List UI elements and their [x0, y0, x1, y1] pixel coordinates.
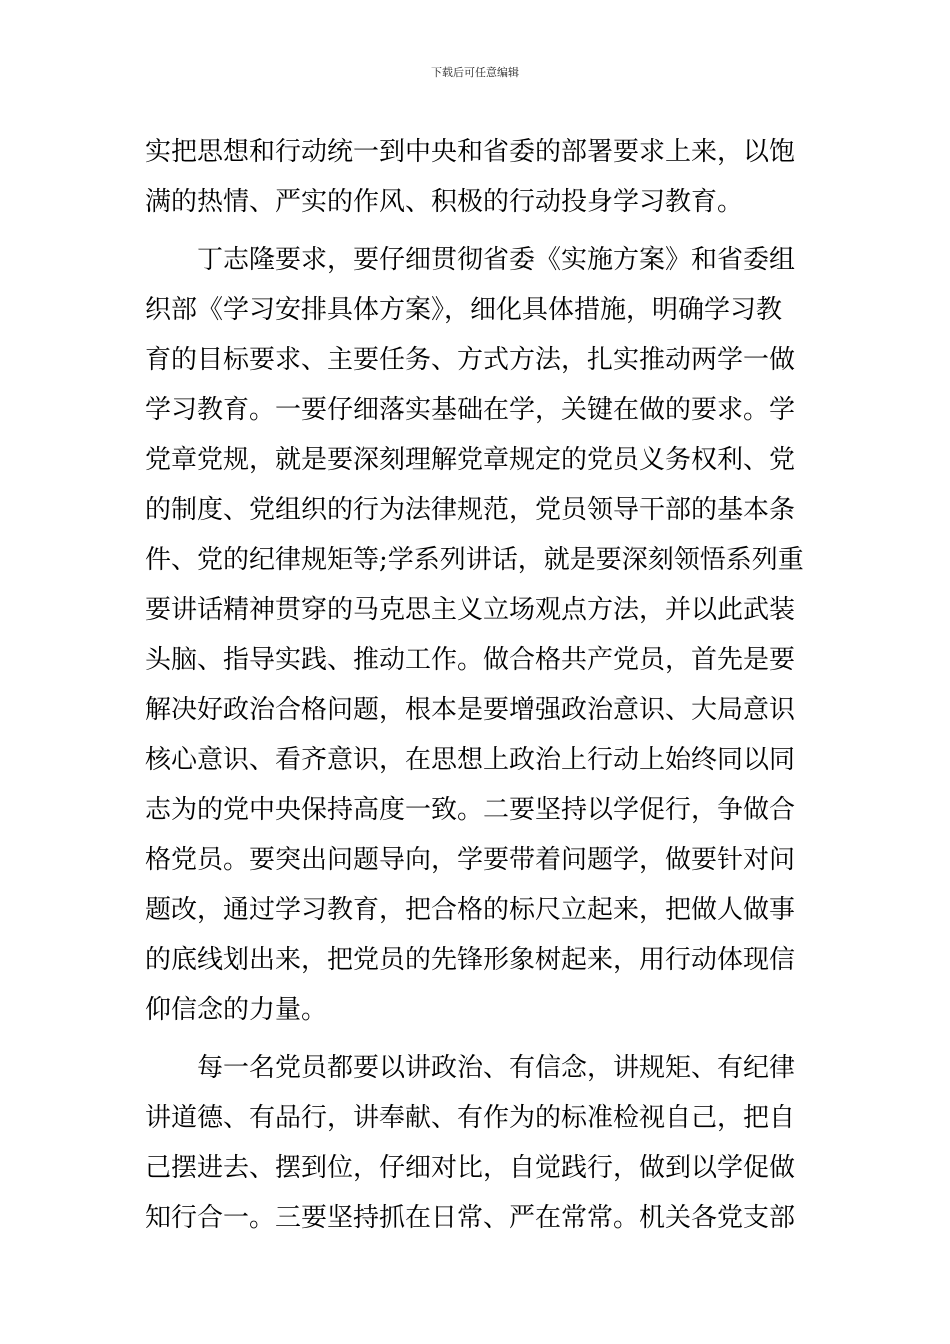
- text-line: 解决好政治合格问题，根本是要增强政治意识、大局意识: [145, 695, 796, 725]
- text-line: 讲道德、有品行，讲奉献、有作为的标准检视自己，把自: [145, 1103, 796, 1133]
- paragraph-first-line: 丁志隆要求，要仔细贯彻省委《实施方案》和省委组: [197, 245, 796, 275]
- text-line: 满的热情、严实的作风、积极的行动投身学习教育。: [145, 187, 744, 217]
- text-line: 学习教育。一要仔细落实基础在学，关键在做的要求。学: [145, 395, 796, 425]
- text-line: 件、党的纪律规矩等;学系列讲话，就是要深刻领悟系列重: [145, 545, 804, 575]
- text-line: 党章党规，就是要深刻理解党章规定的党员义务权利、党: [145, 445, 796, 475]
- text-line: 育的目标要求、主要任务、方式方法，扎实推动两学一做: [145, 345, 796, 375]
- text-line: 仰信念的力量。: [145, 995, 328, 1025]
- text-line: 核心意识、看齐意识，在思想上政治上行动上始终同以同: [145, 745, 796, 775]
- text-line: 实把思想和行动统一到中央和省委的部署要求上来，以饱: [145, 137, 796, 167]
- page-header: 下载后可任意编辑: [431, 66, 519, 79]
- text-line: 己摆进去、摆到位，仔细对比，自觉践行，做到以学促做: [145, 1153, 796, 1183]
- text-line: 的底线划出来，把党员的先锋形象树起来，用行动体现信: [145, 945, 796, 975]
- text-line: 格党员。要突出问题导向，学要带着问题学，做要针对问: [145, 845, 796, 875]
- text-line: 题改，通过学习教育，把合格的标尺立起来，把做人做事: [145, 895, 796, 925]
- text-line: 头脑、指导实践、推动工作。做合格共产党员，首先是要: [145, 645, 796, 675]
- document-body: [145, 127, 807, 1243]
- text-line: 织部《学习安排具体方案》，细化具体措施，明确学习教: [145, 295, 783, 325]
- paragraph-first-line: 每一名党员都要以讲政治、有信念，讲规矩、有纪律: [197, 1053, 796, 1083]
- text-line: 志为的党中央保持高度一致。二要坚持以学促行，争做合: [145, 795, 796, 825]
- text-line: 的制度、党组织的行为法律规范，党员领导干部的基本条: [145, 495, 796, 525]
- text-line: 知行合一。三要坚持抓在日常、严在常常。机关各党支部: [145, 1203, 796, 1233]
- text-line: 要讲话精神贯穿的马克思主义立场观点方法，并以此武装: [145, 595, 796, 625]
